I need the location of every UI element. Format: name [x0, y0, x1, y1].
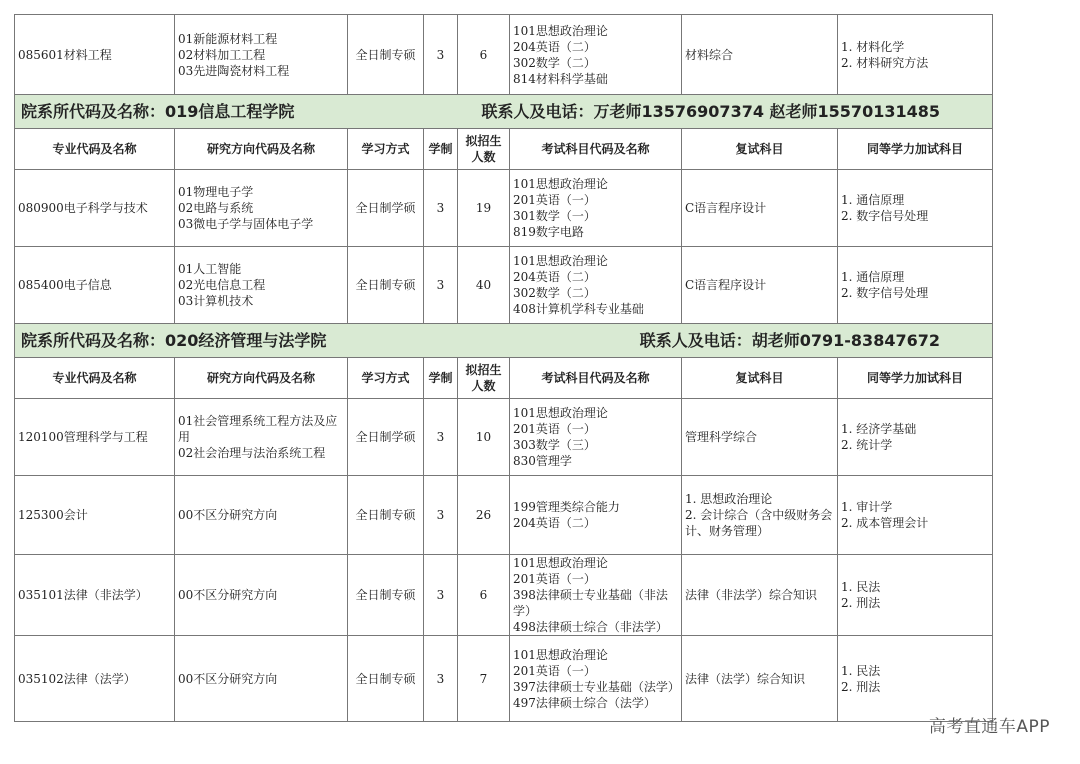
cell-line: 201英语（一） — [513, 193, 596, 207]
cell-line: 830管理学 — [513, 454, 572, 468]
cell-line: 02电路与系统 — [178, 201, 254, 215]
major-cell: 120100管理科学与工程 — [15, 399, 175, 476]
cell-line: 2. 刑法 — [841, 679, 881, 694]
contact-info: 联系人及电话：万老师13576907374 赵老师15570131485 — [481, 101, 940, 121]
column-header: 学制 — [424, 129, 458, 170]
exams-cell — [510, 399, 682, 476]
table-row — [15, 476, 993, 555]
cell-line: 204英语（二） — [513, 39, 596, 54]
cell-line: 398法律硕士专业基础（非法学） — [513, 588, 668, 618]
table-row — [15, 247, 993, 324]
column-header: 复试科目 — [682, 129, 838, 170]
cell-line: 101思想政治理论 — [513, 177, 608, 191]
table-row — [15, 636, 993, 722]
column-header: 研究方向代码及名称 — [175, 358, 348, 399]
quota-cell: 6 — [458, 555, 510, 636]
cell-line: 498法律硕士综合（非法学） — [513, 620, 668, 634]
cell-line: 201英语（一） — [513, 572, 596, 586]
extra-cell — [838, 15, 993, 95]
table-row — [15, 399, 993, 476]
department-header-cell — [15, 324, 993, 358]
exams-cell — [510, 170, 682, 247]
years-cell: 3 — [424, 170, 458, 247]
table-row — [15, 555, 993, 636]
mode-cell: 全日制专硕 — [348, 15, 424, 95]
quota-cell: 7 — [458, 636, 510, 722]
mode-cell: 全日制专硕 — [348, 636, 424, 722]
cell-line: 03微电子学与固体电子学 — [178, 217, 314, 231]
department-header — [15, 95, 993, 129]
cell-line: 材料综合 — [685, 47, 734, 62]
cell-line: 101思想政治理论 — [513, 254, 608, 268]
retest-cell — [682, 636, 838, 722]
cell-line: 302数学（二） — [513, 55, 596, 70]
cell-line: 01社会管理系统工程方法及应用 — [178, 414, 338, 444]
department-name: 院系所代码及名称：019信息工程学院 — [21, 101, 295, 121]
retest-cell — [682, 555, 838, 636]
years-cell: 3 — [424, 636, 458, 722]
cell-line: 1. 通信原理 — [841, 193, 905, 207]
retest-cell — [682, 476, 838, 555]
extra-cell — [838, 636, 993, 722]
cell-line: 2. 数字信号处理 — [841, 286, 929, 300]
department-name: 院系所代码及名称：020经济管理与法学院 — [21, 330, 327, 350]
column-header: 拟招生人数 — [458, 358, 510, 399]
cell-line: 201英语（一） — [513, 422, 596, 436]
years-cell: 3 — [424, 247, 458, 324]
column-header: 学制 — [424, 358, 458, 399]
directions-cell — [175, 476, 348, 555]
mode-cell: 全日制专硕 — [348, 247, 424, 324]
exams-cell — [510, 555, 682, 636]
cell-line: 814材料科学基础 — [513, 71, 608, 86]
cell-line: 302数学（二） — [513, 286, 596, 300]
cell-line: 2. 统计学 — [841, 438, 893, 452]
column-header: 学习方式 — [348, 358, 424, 399]
cell-line: 204英语（二） — [513, 270, 596, 284]
exams-cell — [510, 476, 682, 555]
extra-cell — [838, 476, 993, 555]
cell-line: 2. 会计综合（含中级财务会计、财务管理） — [685, 508, 833, 538]
years-cell: 3 — [424, 399, 458, 476]
cell-line: 101思想政治理论 — [513, 23, 608, 38]
cell-line: 2. 材料研究方法 — [841, 55, 929, 70]
watermark-text: 高考直通车APP — [928, 717, 1050, 737]
directions-cell — [175, 399, 348, 476]
cell-line: 2. 刑法 — [841, 596, 881, 610]
retest-cell — [682, 247, 838, 324]
mode-cell: 全日制专硕 — [348, 476, 424, 555]
quota-cell: 26 — [458, 476, 510, 555]
cell-line: 101思想政治理论 — [513, 556, 608, 570]
major-cell: 080900电子科学与技术 — [15, 170, 175, 247]
cell-line: C语言程序设计 — [685, 278, 767, 292]
retest-cell — [682, 170, 838, 247]
retest-cell — [682, 399, 838, 476]
cell-line: 1. 思想政治理论 — [685, 492, 773, 506]
column-header: 同等学力加试科目 — [838, 129, 993, 170]
admissions-table — [14, 14, 993, 722]
exams-cell — [510, 247, 682, 324]
cell-line: 497法律硕士综合（法学） — [513, 695, 656, 710]
column-header: 专业代码及名称 — [15, 358, 175, 399]
cell-line: 00不区分研究方向 — [178, 588, 278, 602]
cell-line: 01物理电子学 — [178, 185, 254, 199]
quota-cell: 6 — [458, 15, 510, 95]
mode-cell: 全日制专硕 — [348, 555, 424, 636]
cell-line: 03先进陶瓷材料工程 — [178, 63, 290, 78]
contact-info: 联系人及电话：胡老师0791-83847672 — [639, 330, 940, 350]
years-cell: 3 — [424, 476, 458, 555]
cell-line: 03计算机技术 — [178, 294, 254, 308]
cell-line: 301数学（一） — [513, 209, 596, 223]
major-cell: 035102法律（法学） — [15, 636, 175, 722]
mode-cell: 全日制学硕 — [348, 170, 424, 247]
years-cell: 3 — [424, 555, 458, 636]
cell-line: 1. 通信原理 — [841, 270, 905, 284]
mode-cell: 全日制学硕 — [348, 399, 424, 476]
cell-line: 管理科学综合 — [685, 430, 758, 444]
retest-cell — [682, 15, 838, 95]
cell-line: 02光电信息工程 — [178, 278, 266, 292]
quota-cell: 19 — [458, 170, 510, 247]
cell-line: 1. 民法 — [841, 663, 881, 678]
column-header: 同等学力加试科目 — [838, 358, 993, 399]
column-header: 研究方向代码及名称 — [175, 129, 348, 170]
directions-cell — [175, 170, 348, 247]
cell-line: 法律（法学）综合知识 — [685, 671, 806, 686]
column-header: 考试科目代码及名称 — [510, 129, 682, 170]
column-header-row — [15, 358, 993, 399]
cell-line: 101思想政治理论 — [513, 647, 608, 662]
major-cell: 125300会计 — [15, 476, 175, 555]
column-header: 专业代码及名称 — [15, 129, 175, 170]
cell-line: C语言程序设计 — [685, 201, 767, 215]
major-cell: 035101法律（非法学） — [15, 555, 175, 636]
cell-line: 法律（非法学）综合知识 — [685, 588, 818, 602]
cell-line: 2. 数字信号处理 — [841, 209, 929, 223]
extra-cell — [838, 399, 993, 476]
column-header: 复试科目 — [682, 358, 838, 399]
cell-line: 00不区分研究方向 — [178, 671, 278, 686]
directions-cell — [175, 247, 348, 324]
cell-line: 1. 民法 — [841, 580, 881, 594]
department-header — [15, 324, 993, 358]
cell-line: 303数学（三） — [513, 438, 596, 452]
years-cell: 3 — [424, 15, 458, 95]
extra-cell — [838, 170, 993, 247]
cell-line: 101思想政治理论 — [513, 406, 608, 420]
column-header: 考试科目代码及名称 — [510, 358, 682, 399]
cell-line: 2. 成本管理会计 — [841, 516, 929, 530]
cell-line: 01新能源材料工程 — [178, 31, 278, 46]
major-cell: 085601材料工程 — [15, 15, 175, 95]
cell-line: 02材料加工工程 — [178, 47, 266, 62]
cell-line: 1. 材料化学 — [841, 39, 905, 54]
quota-cell: 40 — [458, 247, 510, 324]
exams-cell — [510, 15, 682, 95]
cell-line: 1. 经济学基础 — [841, 422, 917, 436]
extra-cell — [838, 247, 993, 324]
column-header: 学习方式 — [348, 129, 424, 170]
table-row — [15, 15, 993, 95]
exams-cell — [510, 636, 682, 722]
cell-line: 1. 审计学 — [841, 500, 893, 514]
extra-cell — [838, 555, 993, 636]
table-row — [15, 170, 993, 247]
cell-line: 201英语（一） — [513, 663, 596, 678]
cell-line: 397法律硕士专业基础（法学） — [513, 679, 680, 694]
column-header-row — [15, 129, 993, 170]
cell-line: 199管理类综合能力 — [513, 500, 620, 514]
major-cell: 085400电子信息 — [15, 247, 175, 324]
cell-line: 819数字电路 — [513, 225, 584, 239]
department-header-cell — [15, 95, 993, 129]
cell-line: 408计算机学科专业基础 — [513, 302, 644, 316]
cell-line: 204英语（二） — [513, 516, 596, 530]
cell-line: 00不区分研究方向 — [178, 508, 278, 522]
directions-cell — [175, 636, 348, 722]
column-header: 拟招生人数 — [458, 129, 510, 170]
cell-line: 02社会治理与法治系统工程 — [178, 446, 326, 460]
directions-cell — [175, 555, 348, 636]
quota-cell: 10 — [458, 399, 510, 476]
directions-cell — [175, 15, 348, 95]
cell-line: 01人工智能 — [178, 262, 242, 276]
